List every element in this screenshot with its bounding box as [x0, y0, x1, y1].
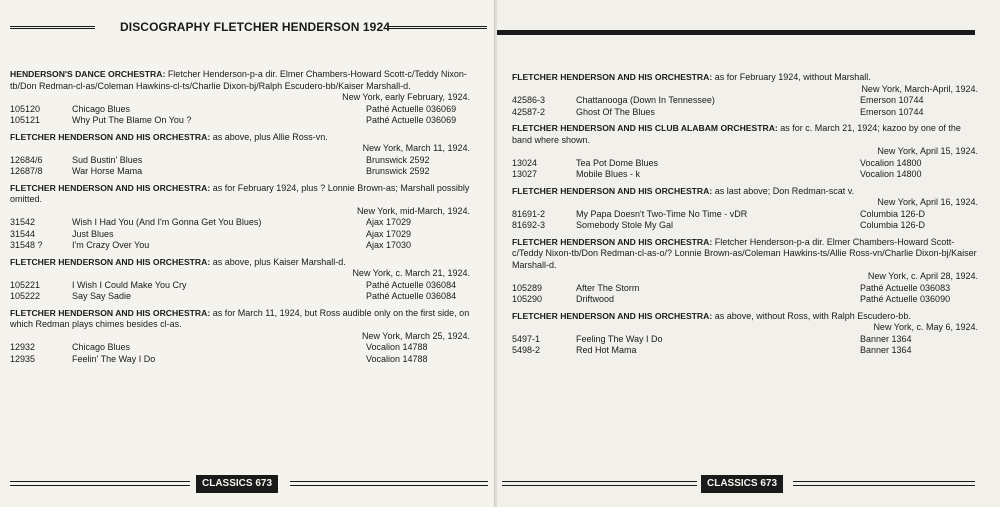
track-title: Ghost Of The Blues [576, 106, 655, 117]
right-page [497, 0, 1000, 507]
matrix-number: 12935 [10, 353, 36, 364]
personnel-text: as for February 1924, without Marshall. [712, 72, 871, 82]
personnel-text: as for c. March 21, 1924; kazoo by one of the band where shown. [512, 123, 961, 145]
track-row [512, 107, 978, 119]
page-footer [497, 475, 1000, 495]
left-page [0, 0, 496, 507]
record-label: Ajax 17030 [366, 240, 412, 250]
band-name: FLETCHER HENDERSON AND HIS ORCHESTRA: [10, 307, 211, 318]
track-row [10, 229, 484, 241]
matrix-number: 105290 [512, 294, 543, 304]
matrix-number: 81691-2 [512, 208, 546, 219]
personnel-text: Fletcher Henderson-p-a dir. Elmer Chambers-Howard Scott-c/Teddy Nixon-tb/Don Redman-cl-as-o/? Lonnie Brown-as/Coleman Hawkins-ts/Allie Ross-vn/Charlie Dixon-bj/Kaiser Marshall-d. [512, 236, 977, 270]
matrix-number: 12684/6 [10, 154, 43, 165]
record-label: Emerson 10744 [860, 95, 924, 105]
session-heading [512, 237, 978, 272]
track-title: Sud Bustin' Blues [72, 154, 143, 165]
matrix-number: 31548 ? [10, 240, 43, 250]
track-title: My Papa Doesn't Two-Time No Time - vDR [576, 208, 748, 219]
matrix-number: 105120 [10, 103, 41, 114]
session-heading [10, 257, 484, 269]
personnel-text: as for March 11, 1924, but Ross audible only on the first side, on which Redman plays chimes besides cl-as. [10, 307, 470, 329]
record-label: Pathé Actuelle 036084 [366, 279, 457, 290]
matrix-number: 31542 [10, 217, 36, 227]
track-title: Driftwood [576, 294, 615, 304]
session-heading [10, 308, 484, 331]
matrix-number: 12687/8 [10, 166, 43, 176]
matrix-number: 12932 [10, 342, 36, 352]
track-row [10, 354, 484, 366]
matrix-number: 13024 [512, 157, 538, 168]
record-label: Vocalion 14800 [860, 169, 922, 179]
record-label: Pathé Actuelle 036090 [860, 294, 951, 304]
track-row [10, 115, 484, 127]
footer-rule-left [10, 481, 190, 486]
track-title: Wish I Had You (And I'm Gonna Get You Blues) [72, 217, 262, 227]
record-label: Brunswick 2592 [366, 166, 430, 176]
header-rule-left [10, 26, 95, 32]
track-row [512, 158, 978, 170]
record-label: Vocalion 14788 [366, 353, 428, 364]
track-row [10, 240, 484, 252]
left-discography-list [10, 69, 484, 370]
band-name: FLETCHER HENDERSON AND HIS ORCHESTRA: [512, 72, 713, 82]
session-place-date: New York, March-April, 1924. [861, 83, 978, 94]
track-row [512, 95, 978, 107]
personnel-text: as above, without Ross, with Ralph Escudero-bb. [712, 310, 911, 321]
footer-catalog-badge: CLASSICS 673 [196, 475, 278, 493]
band-name: FLETCHER HENDERSON AND HIS ORCHESTRA: [512, 236, 713, 247]
record-label: Ajax 17029 [366, 217, 412, 227]
matrix-number: 42587-2 [512, 106, 546, 117]
session-place-date: New York, c. May 6, 1924. [873, 322, 978, 332]
track-title: Feeling The Way I Do [576, 333, 663, 344]
track-row [512, 209, 978, 221]
track-title: Somebody Stole My Gal [576, 220, 674, 230]
footer-rule-right [290, 481, 488, 486]
page-header [0, 20, 496, 40]
band-name: FLETCHER HENDERSON AND HIS ORCHESTRA: [512, 310, 713, 321]
session-place-date: New York, March 11, 1924. [362, 143, 470, 153]
session-block [512, 311, 978, 357]
personnel-text: as above, plus Allie Ross-vn. [210, 131, 328, 142]
record-label: Pathé Actuelle 036084 [366, 291, 457, 301]
matrix-number: 105121 [10, 115, 41, 125]
track-title: War Horse Mama [72, 166, 143, 176]
footer-rule-left [502, 481, 697, 486]
matrix-number: 5498-2 [512, 345, 541, 355]
personnel-text: as last above; Don Redman-scat v. [712, 185, 855, 196]
session-heading [10, 132, 484, 144]
track-row [10, 280, 484, 292]
matrix-number: 31544 [10, 228, 36, 239]
session-block [512, 237, 978, 306]
record-label: Vocalion 14800 [860, 157, 922, 168]
track-row [512, 294, 978, 306]
record-label: Pathé Actuelle 036069 [366, 103, 457, 114]
session-place-date: New York, April 15, 1924. [877, 146, 978, 156]
session-heading [512, 311, 978, 323]
track-row [10, 166, 484, 178]
track-row [10, 342, 484, 354]
record-label: Pathé Actuelle 036069 [366, 115, 457, 125]
track-title: Chattanooga (Down In Tennessee) [576, 95, 715, 105]
session-block [10, 132, 484, 178]
session-block [10, 308, 484, 366]
matrix-number: 42586-3 [512, 95, 546, 105]
track-title: I Wish I Could Make You Cry [72, 279, 187, 290]
session-block [512, 186, 978, 232]
record-label: Columbia 126-D [860, 208, 926, 219]
session-heading [512, 72, 978, 84]
record-label: Ajax 17029 [366, 228, 412, 239]
page-footer [0, 475, 496, 495]
track-title: After The Storm [576, 282, 640, 293]
track-row [10, 217, 484, 229]
footer-catalog-badge: CLASSICS 673 [701, 475, 783, 493]
matrix-number: 5497-1 [512, 333, 541, 344]
matrix-number: 81692-3 [512, 220, 546, 230]
header-rule-right [387, 26, 487, 32]
right-discography-list [512, 72, 978, 362]
matrix-number: 105289 [512, 282, 543, 293]
page-title: DISCOGRAPHY FLETCHER HENDERSON 1924 [120, 20, 390, 34]
record-label: Vocalion 14788 [366, 342, 428, 352]
band-name: FLETCHER HENDERSON AND HIS CLUB ALABAM ORCHESTRA: [512, 123, 778, 133]
session-block [10, 257, 484, 303]
track-title: Just Blues [72, 228, 114, 239]
track-row [10, 104, 484, 116]
session-heading [10, 183, 484, 206]
band-name: FLETCHER HENDERSON AND HIS ORCHESTRA: [512, 185, 713, 196]
session-place-date: New York, early February, 1924. [342, 92, 470, 102]
matrix-number: 13027 [512, 169, 538, 179]
session-block [10, 69, 484, 127]
personnel-text: Fletcher Henderson-p-a dir. Elmer Chambers-Howard Scott-c/Teddy Nixon-tb/Don Redman-cl-as/Coleman Hawkins-cl-ts/Charlie Dixon-bj/Ralph Escudero-bb/Kaiser Marshall-d. [10, 69, 467, 91]
session-heading [10, 69, 484, 92]
track-row [10, 155, 484, 167]
track-title: I'm Crazy Over You [72, 240, 150, 250]
track-title: Tea Pot Dome Blues [576, 157, 659, 168]
session-block [512, 72, 978, 118]
session-place-date: New York, c. March 21, 1924. [352, 268, 470, 278]
record-label: Emerson 10744 [860, 106, 924, 117]
session-heading [512, 186, 978, 198]
record-label: Columbia 126-D [860, 220, 926, 230]
track-title: Red Hot Mama [576, 345, 637, 355]
track-row [512, 345, 978, 357]
track-row [512, 334, 978, 346]
header-rule [497, 30, 975, 38]
band-name: FLETCHER HENDERSON AND HIS ORCHESTRA: [10, 131, 211, 142]
footer-rule-right [793, 481, 975, 486]
session-heading [512, 123, 978, 146]
session-place-date: New York, c. April 28, 1924. [867, 271, 978, 281]
track-title: Chicago Blues [72, 103, 131, 114]
record-label: Pathé Actuelle 036083 [860, 282, 951, 293]
record-label: Brunswick 2592 [366, 154, 430, 165]
band-name: FLETCHER HENDERSON AND HIS ORCHESTRA: [10, 182, 211, 193]
session-place-date: New York, April 16, 1924. [877, 197, 978, 207]
track-title: Say Say Sadie [72, 291, 132, 301]
track-row [512, 220, 978, 232]
matrix-number: 105222 [10, 291, 41, 301]
track-title: Feelin' The Way I Do [72, 353, 156, 364]
record-label: Banner 1364 [860, 345, 912, 355]
page-header [497, 20, 1000, 40]
matrix-number: 105221 [10, 279, 41, 290]
track-title: Chicago Blues [72, 342, 131, 352]
personnel-text: as above, plus Kaiser Marshall-d. [210, 256, 346, 267]
band-name: HENDERSON'S DANCE ORCHESTRA: [10, 69, 166, 79]
track-title: Mobile Blues - k [576, 169, 641, 179]
session-place-date: New York, March 25, 1924. [361, 330, 470, 341]
track-row [10, 291, 484, 303]
band-name: FLETCHER HENDERSON AND HIS ORCHESTRA: [10, 256, 211, 267]
track-row [512, 169, 978, 181]
personnel-text: as for February 1924, plus ? Lonnie Brown-as; Marshall possibly omitted. [10, 182, 470, 204]
track-title: Why Put The Blame On You ? [72, 115, 192, 125]
session-block [512, 123, 978, 181]
session-block [10, 183, 484, 252]
track-row [512, 283, 978, 295]
record-label: Banner 1364 [860, 333, 912, 344]
session-place-date: New York, mid-March, 1924. [356, 205, 470, 216]
